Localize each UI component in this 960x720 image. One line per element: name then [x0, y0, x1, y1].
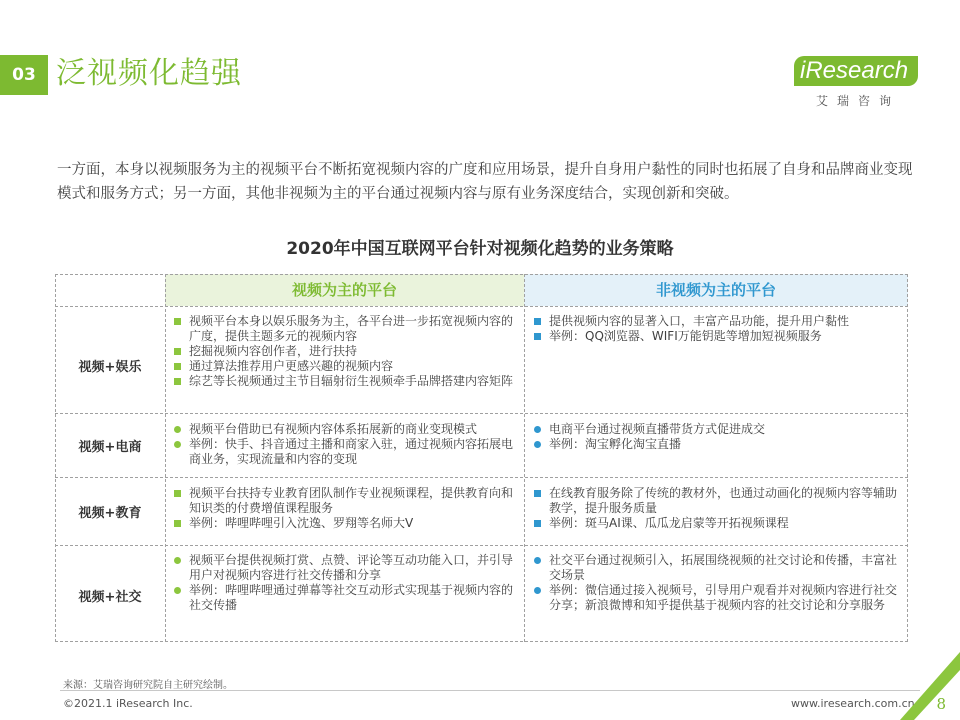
list-item [173, 583, 513, 613]
list-item-text: 在线教育服务除了传统的教材外，也通过动画化的视频内容等辅助教学，提升服务质量 [549, 486, 898, 515]
square-bullet-icon [174, 490, 181, 497]
cell-video-social [173, 553, 513, 613]
list-item [533, 583, 899, 613]
logo-subtitle: 艾瑞咨询 [816, 94, 901, 108]
table-title: 2020年中国互联网平台针对视频化趋势的业务策略 [286, 239, 674, 259]
list-item-text: 社交平台通过视频引入，拓展围绕视频的社交讨论和传播，丰富社交场景 [549, 553, 898, 582]
strategy-table [55, 274, 908, 642]
list-item [173, 344, 513, 359]
square-bullet-icon [174, 363, 181, 370]
list-item [173, 359, 513, 374]
header-blank-cell [55, 274, 165, 306]
table-divider [55, 413, 908, 414]
list-item-text: 举例：淘宝孵化淘宝直播 [549, 437, 682, 451]
list-item [173, 422, 513, 437]
list-item-text: 举例：微信通过接入视频号，引导用户观看并对视频内容进行社交分享；新浪微博和知乎提供基于视频内容的社交讨论和分享服务 [549, 583, 898, 612]
square-bullet-icon [534, 490, 541, 497]
intro-paragraph: 一方面，本身以视频服务为主的视频平台不断拓宽视频内容的广度和应用场景，提升自身用户黏性的同时也拓展了自身和品牌商业变现模式和服务方式；另一方面，其他非视频为主的平台通过视频内容与原有业务深度结合，实现创新和突破。 [57, 162, 913, 202]
circle-bullet-icon [534, 426, 541, 433]
cell-video-education [173, 486, 513, 531]
list-item [533, 553, 899, 583]
list-item [533, 516, 899, 531]
logo-wordmark: iResearch [794, 56, 918, 86]
list-item-text: 视频平台提供视频打赏、点赞、评论等互动功能入口，并引导用户对视频内容进行社交传播和分享 [189, 553, 514, 582]
copyright: ©2021.1 iResearch Inc. [63, 697, 193, 710]
list-item-text: 举例：快手、抖音通过主播和商家入驻，通过视频内容拓展电商业务，实现流量和内容的变现 [189, 437, 514, 466]
page-title: 泛视频化趋强 [56, 56, 242, 91]
square-bullet-icon [534, 333, 541, 340]
table-divider [55, 306, 908, 307]
list-item [533, 486, 899, 516]
circle-bullet-icon [174, 441, 181, 448]
circle-bullet-icon [534, 587, 541, 594]
cell-nonvideo-ecommerce [533, 422, 899, 452]
cell-nonvideo-social [533, 553, 899, 613]
list-item-text: 举例：斑马AI课、瓜瓜龙启蒙等开拓视频课程 [549, 516, 789, 530]
list-item [173, 374, 513, 389]
section-number-badge: 03 [0, 55, 48, 95]
row-label-social: 视频+社交 [78, 590, 142, 605]
list-item [173, 314, 513, 344]
square-bullet-icon [534, 520, 541, 527]
list-item [533, 314, 899, 329]
table-divider [165, 274, 166, 642]
list-item-text: 视频平台扶持专业教育团队制作专业视频课程，提供教育向和知识类的付费增值课程服务 [189, 486, 514, 515]
square-bullet-icon [174, 378, 181, 385]
iresearch-logo [792, 50, 922, 110]
circle-bullet-icon [534, 557, 541, 564]
list-item-text: 挖掘视频内容创作者，进行扶持 [189, 344, 358, 358]
list-item [533, 437, 899, 452]
row-label-ecommerce: 视频+电商 [78, 440, 142, 455]
source-note: 来源：艾瑞咨询研究院自主研究绘制。 [63, 680, 233, 691]
table-divider [55, 545, 908, 546]
list-item-text: 电商平台通过视频直播带货方式促进成交 [549, 422, 766, 436]
table-divider [907, 274, 908, 642]
table-divider [524, 274, 525, 642]
square-bullet-icon [174, 520, 181, 527]
cell-video-ecommerce [173, 422, 513, 467]
website-link[interactable]: www.iresearch.com.cn [791, 697, 915, 710]
list-item-text: 视频平台借助已有视频内容体系拓展新的商业变现模式 [189, 422, 478, 436]
list-item [533, 422, 899, 437]
column-header-non-video-platforms: 非视频为主的平台 [524, 274, 908, 306]
list-item [173, 553, 513, 583]
list-item-text: 通过算法推荐用户更感兴趣的视频内容 [189, 359, 394, 373]
page-number: 8 [936, 695, 946, 713]
list-item-text: 提供视频内容的显著入口，丰富产品功能，提升用户黏性 [549, 314, 850, 328]
list-item [173, 437, 513, 467]
list-item-text: 举例：QQ浏览器、WIFI万能钥匙等增加短视频服务 [549, 329, 822, 343]
list-item [173, 486, 513, 516]
table-divider [55, 641, 908, 642]
cell-nonvideo-entertainment [533, 314, 899, 344]
cell-nonvideo-education [533, 486, 899, 531]
list-item-text: 视频平台本身以娱乐服务为主，各平台进一步拓宽视频内容的广度，提供主题多元的视频内容 [189, 314, 514, 343]
list-item-text: 举例：哔哩哔哩引入沈逸、罗翔等名师大V [189, 516, 414, 530]
cell-video-entertainment [173, 314, 513, 389]
circle-bullet-icon [174, 587, 181, 594]
circle-bullet-icon [174, 557, 181, 564]
list-item-text: 举例：哔哩哔哩通过弹幕等社交互动形式实现基于视频内容的社交传播 [189, 583, 514, 612]
square-bullet-icon [534, 318, 541, 325]
column-header-video-platforms: 视频为主的平台 [165, 274, 524, 306]
circle-bullet-icon [174, 426, 181, 433]
circle-bullet-icon [534, 441, 541, 448]
square-bullet-icon [174, 348, 181, 355]
corner-decoration [900, 650, 960, 720]
list-item-text: 综艺等长视频通过主节目辐射衍生视频牵手品牌搭建内容矩阵 [189, 374, 514, 388]
row-label-education: 视频+教育 [78, 506, 142, 521]
table-divider [55, 274, 908, 275]
table-divider [55, 477, 908, 478]
footer-divider [60, 690, 920, 691]
list-item [173, 516, 513, 531]
square-bullet-icon [174, 318, 181, 325]
row-label-entertainment: 视频+娱乐 [78, 360, 142, 375]
list-item [533, 329, 899, 344]
